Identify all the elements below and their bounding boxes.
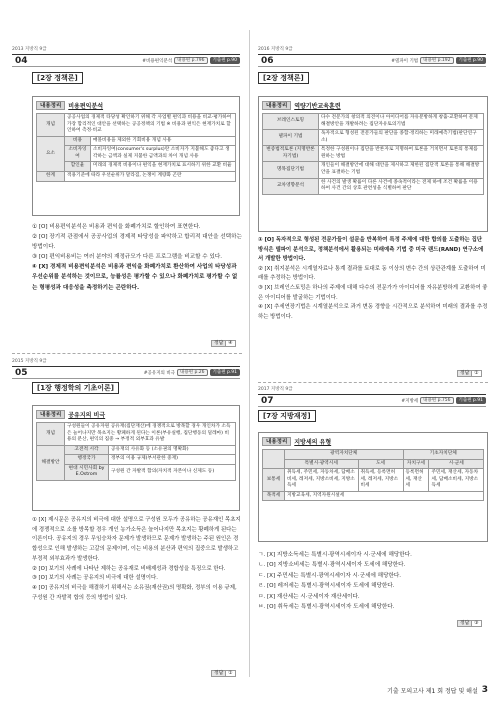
q06-row4-key: 교차영향분석: [263, 178, 319, 194]
q05-bar: [12, 366, 240, 379]
q04-row3-value: 미래의 경제적 비용이나 편익을 현재가치로 표시하기 위한 교환 비율: [91, 162, 236, 172]
q04-tags: [142, 57, 240, 64]
table-row: [263, 162, 484, 178]
q05-sol0-key: 고전적 시각: [65, 445, 109, 455]
q07-header: [258, 386, 486, 407]
q05-summary-box: [32, 405, 240, 511]
q06-answer-key-value: ①: [472, 370, 481, 377]
q04-answer-key-value: ④: [226, 340, 235, 347]
q07-tag: #지방세: [401, 398, 419, 404]
footer-text: 기출 모의고사 제1 회 정답 및 해설: [387, 687, 478, 695]
q04-row2-value: 소비자잉여(consumer's surplus)란 소비자가 지불해도 좋다고 생각하는 금액과 실제 지불한 금액과의 차이 개념 사용: [91, 146, 236, 162]
column-divider: [249, 30, 250, 677]
q05-answer-1: ① [X] 제시문은 공유지의 비극에 대한 설명으로 구성원 모두가 공유하는 공유재인 목초지에 경쟁적으로 소를 방목할 경우 개인 농가소득은 늘어나지만 목초지는 황폐하게 된다는 이론이다. 공유지의 경우 무임승차자 문제가 발생하므로 문제가 발생하는 주된 원인은 경합성으로 인해 발생하는 고갈의 문제이며, 이는 비용의 분산과 편익의 집중으로 발생하고 부정적 외부효과가 발생한다.: [32, 517, 241, 562]
q05-answer-key-label: 정답: [211, 670, 226, 677]
q04-ref-exam: 기출편 p.90: [210, 57, 240, 64]
q07-col-0: 특별시·광역시세: [285, 459, 359, 469]
q07-tags: [401, 397, 486, 404]
q06-section: [2장 정책론]: [258, 72, 309, 84]
q05-box-title: 공유지의 비극: [68, 411, 106, 419]
q05-answers: [32, 516, 242, 603]
q05-sol0-value: 공유재의 사유화 등 (소유권의 명확화): [109, 445, 236, 455]
q06-answer-1: ① [O] 독자적으로 형성된 전문가들이 설문을 반복하여 특정 주제에 대한 합의를 도출하는 집단 방식은 델파이 분석으로, 정책분석에서 활용되는 미래예측 기법 중 미국 랜드(RAND) 연구소에서 개발한 방법이다.: [258, 237, 484, 263]
q04-answer-4: ④ [X] 경제적 비용편익분석은 비용과 편익을 화폐가치로 환산하여 사업의 타당성과 우선순위를 분석하는 것이므로, 능률성은 평가할 수 있으나 화폐가치로 평가할 수 없는 형평성과 대응성을 측정하기는 곤란하다.: [32, 264, 238, 291]
q05-tag: #공유지의 비극: [143, 370, 176, 376]
q05-solution-key: 해결방안: [37, 445, 65, 480]
q07-number: 07: [261, 395, 274, 406]
q05-box-label: 내용정리: [36, 410, 65, 419]
q06-answer-3: ③ [X] 브레인스토밍은 하나의 주제에 대해 다수의 전문가가 아이디어를 자유분방하게 교환하여 좋은 아이디어를 발굴하는 기법이다.: [258, 284, 488, 301]
table-row: [37, 445, 236, 455]
q05-ref-exam: 기출편 p.91: [210, 369, 240, 376]
q05-tags: [144, 369, 240, 376]
table-row: [37, 455, 236, 465]
q07-row2-key: 목적세: [263, 491, 285, 501]
page-footer: [387, 685, 488, 695]
q06-answer-key-label: 정답: [457, 370, 472, 377]
q04-row2-key: 소비자잉여: [65, 146, 91, 162]
table-row: [263, 114, 484, 130]
q04-row0-key: 개념: [37, 114, 65, 137]
q07-row1-c2: 등록면허세, 재산세: [403, 469, 429, 492]
q04-row0-value: 공공사업의 경제적 타당성 확인하기 위해 각 사업별 편익과 비용을 비교·평가하여 가장 합리적인 대안을 선택하는 공공정책의 기법 ※ 비용과 편익은 현재가치로 할인하여 측정·비교: [65, 114, 236, 137]
q07-answer-2: ㄴ. [O] 지방소비세는 특별시·광역시세이자 도세에 해당한다.: [258, 562, 406, 569]
q04-row1-key: 비용: [65, 136, 91, 146]
q04-tag: #비용편익분석: [142, 58, 173, 64]
q05-header: [12, 358, 240, 379]
q07-row1-c1: 취득세, 등록면허세, 레저세, 지방소비세: [358, 469, 403, 492]
table-row: [37, 114, 236, 137]
q06-row2-key: 변증법적토론 (지명반론자기법): [263, 146, 319, 162]
q04-answer-key: [211, 340, 236, 347]
q05-answer-key-value: ①: [226, 670, 235, 677]
q06-tags: [391, 57, 486, 64]
q07-row1-key: 보통세: [263, 469, 285, 492]
q07-box-title: 지방세의 유형: [294, 438, 332, 446]
q06-row1-key: 델파이 기법: [263, 130, 319, 146]
q06-ref-exam: 기출편 p.90: [456, 57, 486, 64]
q05-answer-3: ③ [O] 보기의 사례는 공유지의 비극에 대한 설명이다.: [32, 575, 158, 582]
q07-box-label: 내용정리: [262, 437, 291, 446]
q07-row2-value: 지방교육세, 지역자원시설세: [285, 491, 484, 501]
q07-ref-exam: 기출편 p.91: [456, 397, 486, 404]
q07-answer-6: ㅂ. [O] 취득세는 특별시·광역시세이자 도세에 해당한다.: [258, 604, 395, 611]
q07-source: 2017 지방직 9급: [258, 387, 293, 392]
q07-row1-c3: 주민세, 재산세, 자동차세, 담배소비세, 지방소득세: [429, 469, 484, 492]
table-row: [263, 491, 484, 501]
q05-sol1-value: 정부의 이용 규제(부서관한 중재): [109, 455, 236, 465]
q07-ref-content: 내용편 p.756: [420, 397, 453, 404]
q04-bar: [12, 54, 240, 67]
q04-answer-1: ① [O] 비용편익분석은 비용과 편익을 화폐가치로 할인하여 표현한다.: [32, 224, 201, 230]
q07-bar: [258, 394, 486, 407]
q05-answer-key: [211, 670, 236, 677]
q06-box-title: 역량기반교육훈련: [294, 102, 341, 110]
q04-row1-value: 매몰비용을 제외한 기회비용 개념 사용: [91, 136, 236, 146]
q07-answer-4: ㄹ. [O] 레저세는 특별시·광역시세이자 도세에 해당한다.: [258, 583, 395, 590]
q07-head-metro: 광역자치단체: [285, 450, 404, 460]
q06-box-label: 내용정리: [262, 101, 291, 110]
q07-answer-1: ㄱ. [X] 지방소득세는 특별시·광역시세이자 시·군세에 해당한다.: [258, 552, 412, 558]
q04-answer-2: ② [O] 장기적 관점에서 공공사업의 경제적 타당성을 파악하고 합리적 대안을 선택하는 방법이다.: [32, 234, 242, 251]
q07-answer-5: ㅁ. [X] 재산세는 시·군세이자 재산세이다.: [258, 593, 360, 600]
table-row: [37, 172, 236, 182]
q04-factor-key: 요소: [37, 136, 65, 171]
q06-divider: [258, 382, 488, 383]
q07-section: [7장 지방재정]: [258, 410, 316, 422]
q06-row3-key: 명목집단기법: [263, 162, 319, 178]
q06-row0-value: 다수 전문가의 창의적 의견이나 아이디어를 자유분방하게 창출·교환하여 문제해결방안을 개발하려는 집단자유토의기법: [319, 114, 484, 130]
table-row: [37, 136, 236, 146]
q04-source: 2013 지방직 9급: [12, 47, 47, 52]
q06-tag: #델파이 기법: [391, 58, 419, 64]
q06-source: 2016 지방직 9급: [258, 47, 293, 52]
q04-row4-key: 한계: [37, 172, 65, 182]
q06-number: 06: [261, 55, 274, 66]
table-row: [263, 459, 484, 469]
q05-concept-key: 개념: [37, 423, 65, 446]
q07-corner: [263, 450, 285, 469]
q06-row2-value: 특정한 구성원이나 집단을 반론자로 지명하여 토론을 거치면서 토론의 통제를 원하는 방법: [319, 146, 484, 162]
table-row: [263, 450, 484, 460]
q06-summary-box: [258, 96, 488, 232]
q04-answer-3: ③ [O] 편익비용비는 여러 분야의 재정규모가 다른 프로그램을 비교할 수 있다.: [32, 254, 223, 261]
q06-row3-value: 개인들이 해결방안에 대해 대안을 제시하고 제한된 집단적 토론을 통해 해결방안을 표결하는 기법: [319, 162, 484, 178]
q04-divider: [12, 353, 242, 354]
table-row: [37, 423, 236, 446]
q04-answer-key-label: 정답: [211, 340, 226, 347]
q05-answer-2: ② [O] 보기의 사례에 나타난 제하는 공유재로 비배제성과 경합성을 특징으로 한다.: [32, 565, 226, 572]
q07-row1-c0: 취득세, 주민세, 자동차세, 담배소비세, 레저세, 지방소비세, 지방소득세: [285, 469, 359, 492]
table-row: [263, 130, 484, 146]
q06-answer-4: ④ [X] 추세연장기법은 시계열분석으로 과거 변동 경향을 시간적으로 분석하여 미래의 결과를 추정하는 방법이다.: [258, 304, 488, 320]
q04-answers: [32, 222, 242, 293]
page-number: 3: [481, 685, 488, 695]
q05-section: [1장 행정학의 기초이론]: [32, 382, 119, 394]
q05-sol1-key: 행정국가: [65, 455, 109, 465]
q04-ref-content: 내용편 p.796: [174, 57, 207, 64]
q07-answer-key-label: 정답: [457, 620, 472, 627]
q07-col-1: 도세: [358, 459, 403, 469]
q05-source: 2015 지방직 9급: [12, 359, 47, 364]
q06-row0-key: 브레인스토밍: [263, 114, 319, 130]
q04-row3-key: 할인율: [65, 162, 91, 172]
table-row: [37, 162, 236, 172]
q05-table: [36, 422, 236, 481]
q07-answer-3: ㄷ. [X] 주민세는 특별시·광역시세이자 시·군세에 해당한다.: [258, 572, 402, 579]
q06-bar: [258, 54, 486, 67]
q05-number: 05: [15, 367, 28, 378]
q06-answer-2: ② [X] 취지분석은 시계열자료나 통계 결과를 토대로 동 이상의 변수 간의 상관관계를 도출하여 미래를 추정하는 방법이다.: [258, 265, 486, 282]
q04-row4-value: 적용기준에 따라 우선순위가 달라짐, 논쟁이 계량화 곤란: [65, 172, 236, 182]
q07-answer-key: [457, 620, 482, 627]
table-row: [263, 178, 484, 194]
q07-summary-box: [258, 432, 488, 542]
q05-concept-value: 구성원들이 공유자원 공유재(집단재산)에 경쟁적으로 방목할 경우 개인차가 소득은 늘어나지만 목초지는 황폐하게 된다는 이론(부유실행, 집단행동의 딜레마) 비용의 분산, 편익의 집중 → 부정적 외부효과 유발: [65, 423, 236, 446]
q07-answers: [258, 550, 488, 612]
q06-ref-content: 내용편 p.192: [420, 57, 453, 64]
q06-answers: [258, 236, 488, 322]
q07-table: [262, 449, 484, 501]
q04-header: [12, 46, 240, 67]
q07-col-2: 자치구세: [403, 459, 429, 469]
q05-ref-content: 내용편 p.26: [177, 369, 207, 376]
q04-box-label: 내용정리: [36, 101, 65, 110]
q04-table: [36, 113, 236, 182]
q04-box-title: 비용편익분석: [68, 102, 104, 110]
q04-section: [2장 정책론]: [32, 72, 83, 84]
q06-row1-value: 독자적으로 형성된 전문가들의 판단을 종합·정리하는 미래예측기법(판단연구소): [319, 130, 484, 146]
q06-answer-key: [457, 370, 482, 377]
q04-summary-box: [32, 96, 240, 216]
table-row: [263, 469, 484, 492]
q06-header: [258, 46, 486, 67]
table-row: [37, 146, 236, 162]
table-row: [37, 464, 236, 480]
q06-row4-value: 한 사건의 발생 확률이 다른 사건에 종속적이라는 전제 하에 조건 확률을 이용하여 사건 간의 상호 관련성을 식별하여 판단: [319, 178, 484, 194]
q07-head-local: 기초자치단체: [403, 450, 484, 460]
q05-answer-4: ④ [O] 공유지의 비극을 해결하기 위해서는 소유권(재산권)의 명확화, 정부의 이용 규제, 구성원 간 자발적 합의 등의 방법이 있다.: [32, 584, 237, 601]
q04-number: 04: [15, 55, 28, 66]
q07-answer-key-value: ③: [472, 620, 481, 627]
table-row: [263, 146, 484, 162]
q07-col-3: 시·군세: [429, 459, 484, 469]
q05-sol2-value: 구성원 간 자발적 합의(자치적 자본이나 신제도 등): [109, 464, 236, 480]
q06-table: [262, 113, 484, 195]
q05-sol2-key: 현대 시민사회 by E.Ostrom: [65, 464, 109, 480]
